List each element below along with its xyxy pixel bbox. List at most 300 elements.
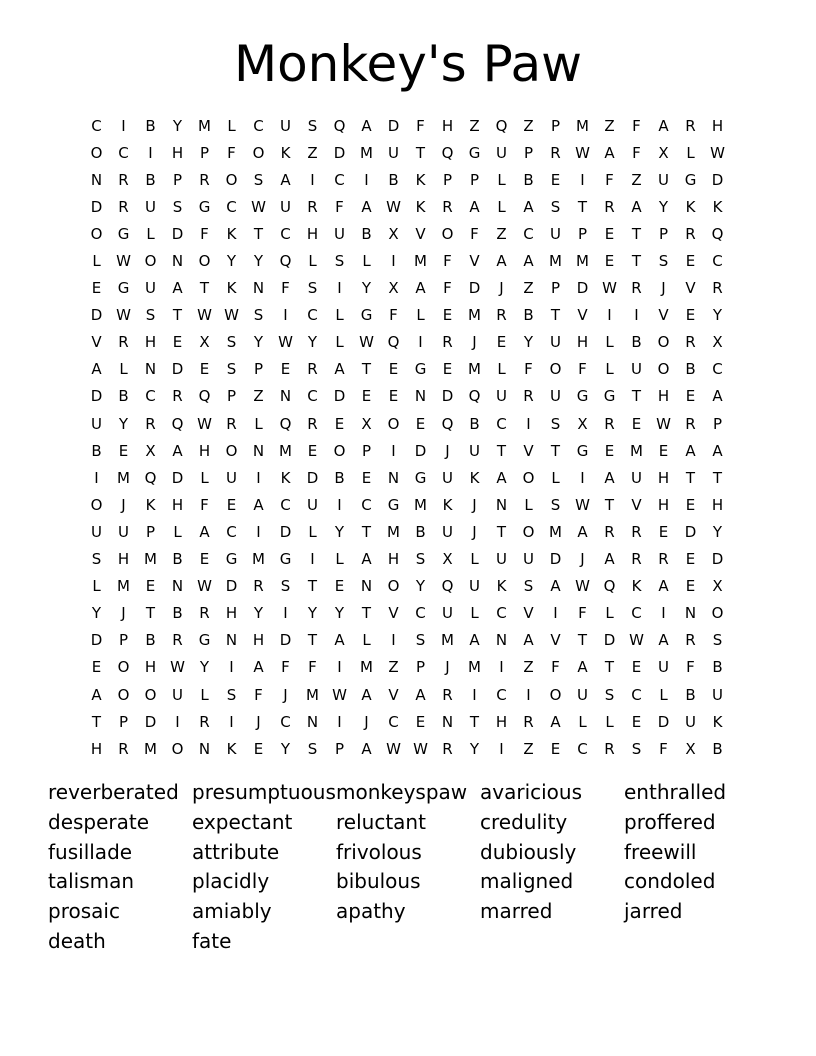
grid-letter: I	[418, 333, 423, 352]
grid-letter: U	[388, 143, 399, 162]
grid-letter: E	[685, 550, 696, 569]
grid-letter: Y	[658, 197, 669, 216]
grid-letter: N	[252, 279, 265, 298]
grid-letter: S	[550, 414, 561, 433]
grid-letter: T	[577, 197, 588, 216]
grid-letter: T	[550, 306, 561, 325]
grid-letter: F	[389, 306, 398, 325]
word-list-item: bibulous	[336, 869, 421, 894]
grid-letter: S	[604, 685, 615, 704]
grid-letter: E	[91, 279, 102, 298]
grid-letter: Q	[441, 577, 454, 596]
grid-letter: V	[523, 604, 534, 623]
grid-letter: F	[578, 360, 587, 379]
grid-letter: A	[199, 522, 210, 541]
grid-letter: F	[254, 685, 263, 704]
grid-letter: X	[712, 577, 723, 596]
grid-letter: A	[712, 387, 723, 406]
word-list-item: expectant	[192, 809, 293, 834]
grid-letter: G	[279, 550, 292, 569]
grid-letter: J	[472, 333, 477, 352]
grid-letter: X	[199, 333, 210, 352]
grid-letter: X	[145, 441, 156, 460]
grid-letter: R	[145, 414, 156, 433]
grid-letter: Y	[334, 604, 345, 623]
grid-letter: H	[144, 658, 157, 677]
grid-letter: L	[605, 604, 614, 623]
grid-letter: Y	[199, 658, 210, 677]
grid-letter: D	[279, 631, 292, 650]
grid-letter: O	[549, 360, 562, 379]
grid-letter: A	[604, 550, 615, 569]
grid-letter: C	[577, 739, 588, 758]
grid-letter: E	[496, 333, 507, 352]
grid-letter: I	[661, 604, 666, 623]
grid-letter: B	[415, 522, 426, 541]
grid-letter: H	[711, 116, 724, 135]
grid-letter: C	[280, 712, 291, 731]
grid-letter: N	[90, 170, 103, 189]
grid-letter: A	[280, 170, 291, 189]
grid-letter: E	[685, 387, 696, 406]
grid-letter: D	[171, 360, 184, 379]
grid-letter: M	[576, 252, 589, 271]
grid-letter: A	[604, 468, 615, 487]
grid-letter: Z	[604, 116, 615, 135]
grid-letter: W	[170, 658, 185, 677]
grid-letter: R	[685, 333, 696, 352]
grid-letter: C	[496, 604, 507, 623]
grid-letter: C	[334, 170, 345, 189]
grid-letter: Q	[279, 414, 292, 433]
grid-letter: A	[172, 279, 183, 298]
grid-letter: L	[416, 306, 425, 325]
grid-letter: U	[442, 468, 453, 487]
grid-letter: G	[468, 143, 481, 162]
grid-letter: L	[551, 468, 560, 487]
grid-letter: T	[361, 360, 372, 379]
grid-letter: P	[577, 224, 588, 243]
grid-letter: M	[360, 658, 373, 677]
grid-letter: L	[497, 197, 506, 216]
grid-letter: I	[391, 252, 396, 271]
grid-letter: R	[523, 387, 534, 406]
grid-letter: T	[631, 387, 642, 406]
grid-letter: E	[388, 387, 399, 406]
grid-letter: X	[361, 414, 372, 433]
grid-letter: T	[145, 604, 156, 623]
grid-letter: S	[658, 252, 669, 271]
grid-letter: N	[495, 495, 508, 514]
grid-letter: C	[631, 685, 642, 704]
grid-letter: Q	[603, 577, 616, 596]
grid-letter: D	[225, 577, 238, 596]
grid-letter: K	[226, 279, 237, 298]
grid-letter: U	[496, 143, 507, 162]
word-list-item: presumptuous	[192, 780, 336, 804]
word-list-item: apathy	[336, 899, 406, 924]
grid-letter: D	[684, 522, 697, 541]
grid-letter: F	[524, 360, 533, 379]
grid-letter: E	[631, 712, 642, 731]
grid-letter: I	[256, 468, 261, 487]
grid-letter: R	[199, 604, 210, 623]
grid-letter: E	[685, 495, 696, 514]
grid-letter: G	[684, 170, 697, 189]
grid-letter: U	[442, 604, 453, 623]
grid-letter: H	[198, 441, 211, 460]
grid-letter: B	[145, 116, 156, 135]
grid-letter: L	[227, 116, 236, 135]
grid-letter: W	[575, 495, 590, 514]
grid-letter: V	[550, 631, 561, 650]
grid-letter: L	[470, 550, 479, 569]
grid-letter: C	[712, 360, 723, 379]
grid-letter: E	[631, 658, 642, 677]
grid-letter: X	[442, 550, 453, 569]
grid-letter: U	[280, 116, 291, 135]
word-list-item: jarred	[624, 899, 683, 924]
grid-letter: L	[335, 306, 344, 325]
grid-letter: W	[413, 739, 428, 758]
grid-letter: M	[414, 495, 427, 514]
grid-letter: D	[333, 387, 346, 406]
grid-letter: G	[414, 360, 427, 379]
grid-letter: Y	[415, 577, 426, 596]
grid-letter: N	[225, 631, 238, 650]
grid-letter: B	[172, 604, 183, 623]
grid-letter: C	[361, 495, 372, 514]
grid-letter: S	[631, 739, 642, 758]
grid-letter: P	[172, 170, 183, 189]
grid-letter: T	[91, 712, 102, 731]
grid-letter: N	[495, 631, 508, 650]
grid-letter: G	[414, 468, 427, 487]
grid-letter: E	[442, 360, 453, 379]
grid-letter: J	[580, 550, 585, 569]
grid-letter: P	[469, 170, 480, 189]
grid-letter: E	[658, 522, 669, 541]
grid-letter: E	[91, 658, 102, 677]
grid-letter: D	[171, 224, 184, 243]
grid-letter: K	[415, 170, 426, 189]
grid-letter: R	[118, 197, 129, 216]
grid-letter: U	[550, 387, 561, 406]
grid-letter: Y	[253, 252, 264, 271]
grid-letter: Q	[441, 143, 454, 162]
grid-letter: S	[91, 550, 102, 569]
grid-letter: R	[658, 550, 669, 569]
grid-letter: H	[657, 468, 670, 487]
grid-letter: H	[495, 712, 508, 731]
grid-letter: V	[631, 495, 642, 514]
grid-letter: G	[576, 441, 589, 460]
grid-letter: I	[337, 279, 342, 298]
grid-letter: A	[523, 197, 534, 216]
grid-letter: J	[121, 604, 126, 623]
grid-letter: H	[117, 550, 130, 569]
grid-letter: K	[226, 739, 237, 758]
grid-letter: A	[523, 252, 534, 271]
grid-letter: O	[198, 252, 211, 271]
grid-letter: Q	[198, 387, 211, 406]
grid-letter: I	[607, 306, 612, 325]
grid-letter: L	[686, 143, 695, 162]
grid-letter: U	[550, 333, 561, 352]
grid-letter: X	[577, 414, 588, 433]
grid-letter: H	[252, 631, 265, 650]
grid-letter: N	[387, 468, 400, 487]
grid-letter: N	[171, 577, 184, 596]
grid-letter: L	[524, 495, 533, 514]
grid-letter: W	[116, 252, 131, 271]
grid-letter: Y	[118, 414, 129, 433]
word-list	[48, 778, 768, 957]
grid-letter: D	[441, 387, 454, 406]
word-list-item: reluctant	[336, 809, 426, 834]
grid-letter: T	[631, 224, 642, 243]
grid-letter: A	[658, 577, 669, 596]
grid-letter: R	[523, 712, 534, 731]
grid-letter: F	[632, 143, 641, 162]
grid-letter: P	[658, 224, 669, 243]
grid-letter: C	[118, 143, 129, 162]
grid-letter: R	[442, 739, 453, 758]
grid-letter: D	[549, 550, 562, 569]
grid-letter: C	[226, 197, 237, 216]
grid-letter: O	[117, 685, 130, 704]
grid-letter: O	[90, 224, 103, 243]
grid-letter: U	[469, 577, 480, 596]
grid-letter: E	[442, 306, 453, 325]
grid-letter: D	[306, 468, 319, 487]
grid-letter: D	[90, 306, 103, 325]
grid-letter: F	[200, 224, 209, 243]
grid-letter: Q	[468, 387, 481, 406]
grid-letter: L	[605, 712, 614, 731]
grid-letter: I	[364, 170, 369, 189]
grid-letter: Y	[226, 252, 237, 271]
grid-letter: B	[91, 441, 102, 460]
grid-letter: E	[334, 577, 345, 596]
grid-letter: E	[415, 414, 426, 433]
grid-letter: M	[198, 116, 211, 135]
grid-letter: Y	[253, 333, 264, 352]
grid-letter: J	[472, 522, 477, 541]
grid-letter: U	[118, 522, 129, 541]
grid-letter: V	[658, 306, 669, 325]
grid-letter: E	[550, 170, 561, 189]
grid-letter: Q	[171, 414, 184, 433]
grid-letter: O	[657, 333, 670, 352]
grid-letter: P	[523, 143, 534, 162]
grid-letter: R	[442, 333, 453, 352]
grid-letter: Y	[307, 333, 318, 352]
grid-letter: R	[712, 279, 723, 298]
grid-letter: U	[631, 360, 642, 379]
grid-letter: M	[468, 306, 481, 325]
grid-letter: E	[226, 495, 237, 514]
grid-letter: U	[523, 550, 534, 569]
grid-letter: A	[550, 577, 561, 596]
grid-letter: C	[91, 116, 102, 135]
grid-letter: C	[415, 604, 426, 623]
grid-letter: T	[253, 224, 264, 243]
grid-letter: S	[226, 333, 237, 352]
grid-letter: F	[551, 658, 560, 677]
grid-letter: P	[415, 658, 426, 677]
grid-letter: A	[604, 143, 615, 162]
grid-letter: L	[200, 685, 209, 704]
grid-letter: F	[200, 495, 209, 514]
word-list-item: placidly	[192, 869, 270, 894]
grid-letter: N	[684, 604, 697, 623]
grid-letter: Y	[712, 522, 723, 541]
grid-letter: D	[90, 197, 103, 216]
grid-letter: T	[172, 306, 183, 325]
grid-letter: Q	[495, 116, 508, 135]
grid-letter: E	[685, 252, 696, 271]
word-list-item: credulity	[480, 809, 568, 834]
grid-letter: Z	[523, 116, 534, 135]
grid-letter: O	[90, 143, 103, 162]
grid-letter: F	[470, 224, 479, 243]
grid-letter: N	[279, 387, 292, 406]
grid-letter: P	[550, 279, 561, 298]
grid-letter: I	[121, 116, 126, 135]
grid-letter: N	[441, 712, 454, 731]
grid-letter: C	[307, 387, 318, 406]
grid-letter: I	[526, 685, 531, 704]
grid-letter: F	[632, 116, 641, 135]
grid-letter: U	[334, 224, 345, 243]
grid-letter: O	[387, 577, 400, 596]
grid-letter: L	[497, 170, 506, 189]
grid-letter: D	[603, 631, 616, 650]
grid-letter: R	[550, 143, 561, 162]
grid-letter: I	[283, 306, 288, 325]
grid-letter: D	[711, 170, 724, 189]
grid-letter: T	[577, 631, 588, 650]
grid-letter: J	[499, 279, 504, 298]
grid-letter: U	[631, 468, 642, 487]
grid-letter: T	[604, 658, 615, 677]
grid-letter: W	[359, 333, 374, 352]
grid-letter: M	[279, 441, 292, 460]
grid-letter: I	[580, 170, 585, 189]
grid-letter: R	[172, 387, 183, 406]
grid-letter: Y	[712, 306, 723, 325]
letter-grid	[83, 112, 731, 762]
grid-letter: D	[657, 712, 670, 731]
grid-letter: W	[602, 279, 617, 298]
grid-letter: A	[361, 685, 372, 704]
grid-letter: S	[226, 685, 237, 704]
grid-letter: L	[254, 414, 263, 433]
grid-letter: W	[656, 414, 671, 433]
grid-letter: R	[685, 224, 696, 243]
word-list-item: enthralled	[624, 780, 727, 804]
grid-letter: P	[199, 143, 210, 162]
grid-letter: Z	[631, 170, 642, 189]
grid-letter: M	[576, 116, 589, 135]
grid-letter: O	[144, 685, 157, 704]
grid-letter: I	[391, 631, 396, 650]
grid-letter: E	[604, 224, 615, 243]
grid-letter: H	[576, 333, 589, 352]
grid-letter: O	[252, 143, 265, 162]
word-list-item: marred	[480, 899, 553, 924]
grid-letter: I	[310, 550, 315, 569]
grid-letter: S	[334, 252, 345, 271]
grid-letter: R	[631, 522, 642, 541]
grid-letter: A	[253, 658, 264, 677]
grid-letter: R	[226, 414, 237, 433]
grid-letter: K	[280, 143, 291, 162]
grid-letter: O	[711, 604, 724, 623]
grid-letter: H	[171, 495, 184, 514]
grid-letter: L	[173, 522, 182, 541]
grid-letter: G	[117, 224, 130, 243]
grid-letter: N	[198, 739, 211, 758]
grid-letter: I	[634, 306, 639, 325]
grid-letter: S	[172, 197, 183, 216]
grid-letter: K	[415, 197, 426, 216]
grid-letter: L	[92, 577, 101, 596]
grid-letter: N	[414, 387, 427, 406]
grid-letter: H	[711, 495, 724, 514]
grid-letter: Q	[144, 468, 157, 487]
grid-letter: A	[253, 495, 264, 514]
grid-letter: N	[171, 252, 184, 271]
grid-letter: I	[94, 468, 99, 487]
grid-letter: F	[659, 739, 668, 758]
grid-letter: A	[91, 685, 102, 704]
grid-letter: P	[334, 739, 345, 758]
grid-letter: S	[307, 739, 318, 758]
grid-letter: P	[442, 170, 453, 189]
grid-letter: T	[199, 279, 210, 298]
grid-letter: W	[386, 739, 401, 758]
grid-letter: Q	[711, 224, 724, 243]
grid-letter: H	[144, 333, 157, 352]
grid-letter: H	[441, 116, 454, 135]
grid-letter: Z	[469, 116, 480, 135]
grid-letter: M	[306, 685, 319, 704]
grid-letter: R	[172, 631, 183, 650]
grid-letter: E	[334, 414, 345, 433]
grid-letter: X	[388, 279, 399, 298]
grid-letter: M	[468, 658, 481, 677]
grid-letter: I	[499, 658, 504, 677]
grid-letter: N	[144, 360, 157, 379]
grid-letter: E	[361, 387, 372, 406]
grid-letter: W	[332, 685, 347, 704]
grid-letter: Y	[361, 279, 372, 298]
grid-letter: W	[575, 143, 590, 162]
grid-letter: W	[116, 306, 131, 325]
grid-letter: P	[145, 522, 156, 541]
grid-letter: R	[631, 550, 642, 569]
grid-letter: I	[337, 495, 342, 514]
grid-letter: W	[710, 143, 725, 162]
grid-letter: Y	[334, 522, 345, 541]
grid-letter: K	[685, 197, 696, 216]
word-list-item: fate	[192, 928, 232, 953]
grid-letter: U	[685, 712, 696, 731]
grid-letter: E	[685, 577, 696, 596]
grid-letter: L	[308, 252, 317, 271]
